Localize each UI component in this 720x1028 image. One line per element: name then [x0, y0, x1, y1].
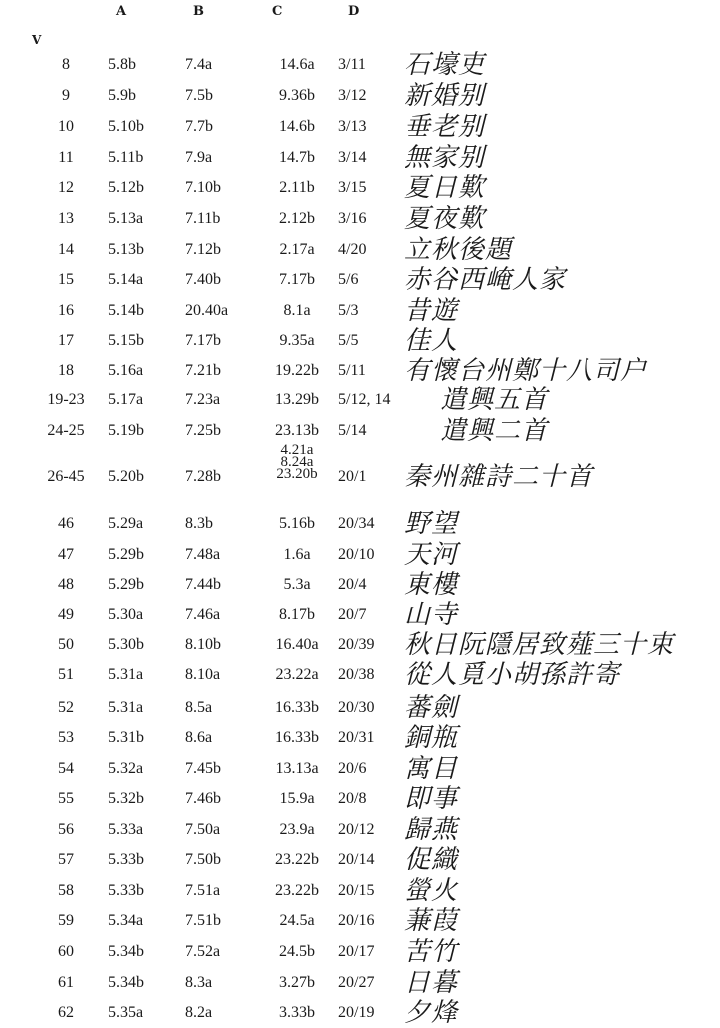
verse-number: 16	[58, 302, 74, 319]
ref-b: 7.9a	[185, 149, 213, 166]
ref-b: 7.11b	[185, 210, 221, 227]
ref-d: 20/17	[338, 943, 375, 960]
verse-number: 15	[58, 271, 74, 288]
ref-c	[256, 515, 338, 533]
ref-b: 8.2a	[185, 1004, 213, 1021]
column-header-d: D	[348, 4, 360, 19]
ref-d: 3/13	[338, 118, 367, 135]
poem-title: 夕烽	[404, 998, 459, 1028]
verse-number: 14	[58, 241, 74, 258]
ref-b: 7.44b	[185, 576, 221, 593]
verse-number: 62	[58, 1004, 74, 1021]
ref-b: 7.28b	[185, 468, 221, 485]
ref-a: 5.13b	[108, 241, 144, 258]
ref-d: 5/12, 14	[338, 391, 391, 408]
ref-d: 20/34	[338, 515, 375, 532]
verse-number: 46	[58, 515, 74, 532]
ref-a: 5.20b	[108, 468, 144, 485]
verse-number: 12	[58, 179, 74, 196]
poem-title: 從人覓小胡孫許寄	[404, 660, 621, 690]
ref-a: 5.17a	[108, 391, 144, 408]
ref-c	[256, 636, 338, 654]
ref-c-item: 13.13a	[275, 760, 319, 777]
ref-d: 4/20	[338, 241, 367, 258]
ref-c	[256, 391, 338, 409]
ref-a: 5.19b	[108, 422, 144, 439]
ref-d: 3/12	[338, 87, 367, 104]
ref-d: 20/30	[338, 699, 375, 716]
poem-title: 石壕吏	[404, 50, 486, 80]
poem-title: 有懷台州鄭十八司户	[404, 356, 648, 386]
verse-number: 48	[58, 576, 74, 593]
verse-number: 57	[58, 851, 74, 868]
ref-c-item: 24.5a	[279, 912, 315, 929]
ref-a: 5.29a	[108, 515, 144, 532]
poem-title: 苦竹	[404, 937, 459, 967]
ref-b: 7.51a	[185, 882, 221, 899]
ref-b: 7.23a	[185, 391, 221, 408]
ref-d: 20/4	[338, 576, 367, 593]
ref-c-item: 15.9a	[279, 790, 315, 807]
poem-title: 寓目	[404, 754, 459, 784]
ref-b: 8.10b	[185, 636, 221, 653]
ref-c-item: 14.7b	[279, 149, 315, 166]
poem-title: 昔遊	[404, 296, 459, 326]
ref-d: 20/39	[338, 636, 375, 653]
ref-b: 7.48a	[185, 546, 221, 563]
column-header-a: A	[116, 4, 127, 19]
ref-d: 5/5	[338, 332, 359, 349]
ref-b: 7.45b	[185, 760, 221, 777]
ref-b: 8.3b	[185, 515, 213, 532]
ref-d: 20/6	[338, 760, 367, 777]
ref-c	[256, 118, 338, 136]
ref-a: 5.34b	[108, 974, 144, 991]
ref-c-item: 23.22a	[275, 666, 319, 683]
ref-c	[256, 271, 338, 289]
ref-a: 5.12b	[108, 179, 144, 196]
verse-number: 61	[58, 974, 74, 991]
ref-a: 5.14a	[108, 271, 144, 288]
ref-c	[256, 302, 338, 320]
ref-a: 5.16a	[108, 362, 144, 379]
ref-c	[256, 87, 338, 105]
ref-a: 5.34a	[108, 912, 144, 929]
ref-c	[256, 444, 338, 480]
ref-c	[256, 1004, 338, 1022]
ref-c-item: 9.36b	[279, 87, 315, 104]
ref-a: 5.15b	[108, 332, 144, 349]
ref-d: 20/8	[338, 790, 367, 807]
ref-c-item: 7.17b	[279, 271, 315, 288]
ref-d: 3/11	[338, 56, 366, 73]
ref-c-item: 23.22b	[275, 882, 319, 899]
ref-a: 5.31a	[108, 666, 144, 683]
ref-a: 5.31b	[108, 729, 144, 746]
ref-c-item: 2.11b	[279, 179, 315, 196]
ref-a: 5.8b	[108, 56, 136, 73]
ref-b: 7.50a	[185, 821, 221, 838]
poem-title: 遣興五首	[440, 385, 549, 415]
verse-number: 17	[58, 332, 74, 349]
ref-c-item: 24.5b	[279, 943, 315, 960]
ref-b: 20.40a	[185, 302, 229, 319]
ref-d: 5/11	[338, 362, 366, 379]
ref-c	[256, 790, 338, 808]
ref-a: 5.31a	[108, 699, 144, 716]
ref-c	[256, 362, 338, 380]
ref-c-item: 13.29b	[275, 391, 319, 408]
verse-number: 52	[58, 699, 74, 716]
ref-c-item: 2.17a	[279, 241, 315, 258]
ref-c-item: 23.9a	[279, 821, 315, 838]
ref-c-item: 14.6b	[279, 118, 315, 135]
ref-b: 7.46a	[185, 606, 221, 623]
ref-b: 7.51b	[185, 912, 221, 929]
ref-c-item: 2.12b	[279, 210, 315, 227]
ref-b: 7.5b	[185, 87, 213, 104]
ref-c	[256, 179, 338, 197]
ref-d: 3/15	[338, 179, 367, 196]
ref-c-item: 19.22b	[275, 362, 319, 379]
ref-b: 8.3a	[185, 974, 213, 991]
ref-c-item: 5.16b	[279, 515, 315, 532]
verse-number: 54	[58, 760, 74, 777]
poem-title: 歸燕	[404, 815, 459, 845]
ref-c	[256, 760, 338, 778]
ref-c	[256, 882, 338, 900]
ref-a: 5.29b	[108, 576, 144, 593]
verse-number: 13	[58, 210, 74, 227]
verse-number: 55	[58, 790, 74, 807]
poem-title: 赤谷西崦人家	[404, 265, 567, 295]
poem-title: 垂老别	[404, 112, 486, 142]
ref-d: 3/16	[338, 210, 367, 227]
ref-a: 5.9b	[108, 87, 136, 104]
verse-number: 58	[58, 882, 74, 899]
ref-d: 20/19	[338, 1004, 375, 1021]
ref-c-item: 16.33b	[275, 699, 319, 716]
ref-b: 7.25b	[185, 422, 221, 439]
verse-number: 60	[58, 943, 74, 960]
ref-c	[256, 912, 338, 930]
ref-a: 5.30a	[108, 606, 144, 623]
verse-number: 56	[58, 821, 74, 838]
ref-c	[256, 241, 338, 259]
ref-d: 20/12	[338, 821, 375, 838]
poem-title: 立秋後題	[404, 235, 513, 265]
poem-title: 山寺	[404, 600, 459, 630]
ref-c	[256, 422, 338, 440]
ref-a: 5.11b	[108, 149, 144, 166]
ref-c	[256, 943, 338, 961]
ref-d: 20/16	[338, 912, 375, 929]
ref-d: 20/1	[338, 468, 367, 485]
ref-a: 5.34b	[108, 943, 144, 960]
column-header-c: C	[272, 4, 283, 19]
verse-number: 9	[62, 87, 70, 104]
verse-number: 24-25	[47, 422, 85, 439]
verse-number: 11	[58, 149, 74, 166]
ref-d: 3/14	[338, 149, 367, 166]
ref-b: 7.4a	[185, 56, 213, 73]
ref-c-item: 16.33b	[275, 729, 319, 746]
ref-b: 7.21b	[185, 362, 221, 379]
poem-title: 東樓	[404, 570, 459, 600]
verse-number: 51	[58, 666, 74, 683]
ref-d: 20/38	[338, 666, 375, 683]
ref-c	[256, 851, 338, 869]
ref-c-item: 1.6a	[283, 546, 311, 563]
ref-c-item: 4.21a	[280, 442, 314, 458]
verse-number: 59	[58, 912, 74, 929]
verse-number: 47	[58, 546, 74, 563]
ref-c-item: 16.40a	[275, 636, 319, 653]
ref-c-item: 8.1a	[283, 302, 311, 319]
ref-a: 5.10b	[108, 118, 144, 135]
poem-title: 秦州雜詩二十首	[404, 462, 594, 492]
poem-title: 夏夜歎	[404, 204, 486, 234]
ref-c-item: 3.27b	[279, 974, 315, 991]
poem-title: 佳人	[404, 326, 459, 356]
poem-title: 即事	[404, 784, 459, 814]
ref-c	[256, 332, 338, 350]
ref-c-item: 23.20b	[276, 466, 318, 482]
ref-d: 20/7	[338, 606, 367, 623]
ref-b: 7.12b	[185, 241, 221, 258]
ref-a: 5.29b	[108, 546, 144, 563]
poem-title: 遣興二首	[440, 416, 549, 446]
poem-title: 無家别	[404, 143, 486, 173]
ref-b: 7.17b	[185, 332, 221, 349]
verse-number: 18	[58, 362, 74, 379]
ref-c	[256, 729, 338, 747]
ref-c	[256, 210, 338, 228]
ref-c-item: 5.3a	[283, 576, 311, 593]
poem-title: 秋日阮隱居致薤三十束	[404, 630, 675, 660]
ref-a: 5.32b	[108, 790, 144, 807]
ref-c	[256, 149, 338, 167]
ref-d: 20/31	[338, 729, 375, 746]
ref-d: 5/3	[338, 302, 359, 319]
ref-c	[256, 606, 338, 624]
ref-b: 7.52a	[185, 943, 221, 960]
column-header-v: V	[32, 33, 42, 47]
ref-c-item: 23.22b	[275, 851, 319, 868]
ref-a: 5.33b	[108, 851, 144, 868]
verse-number: 19-23	[47, 391, 85, 408]
ref-d: 20/14	[338, 851, 375, 868]
ref-b: 7.50b	[185, 851, 221, 868]
poem-title: 螢火	[404, 876, 459, 906]
ref-c-item: 9.35a	[279, 332, 315, 349]
poem-title: 野望	[404, 509, 459, 539]
ref-b: 7.7b	[185, 118, 213, 135]
ref-c	[256, 974, 338, 992]
ref-a: 5.32a	[108, 760, 144, 777]
verse-number: 49	[58, 606, 74, 623]
ref-c-item: 3.33b	[279, 1004, 315, 1021]
poem-title: 夏日歎	[404, 173, 486, 203]
ref-b: 7.46b	[185, 790, 221, 807]
ref-c	[256, 576, 338, 594]
poem-title: 日暮	[404, 968, 459, 998]
ref-c	[256, 821, 338, 839]
ref-d: 20/15	[338, 882, 375, 899]
poem-title: 蕃劍	[404, 693, 459, 723]
ref-c	[256, 666, 338, 684]
ref-c-item: 8.17b	[279, 606, 315, 623]
ref-d: 5/6	[338, 271, 359, 288]
ref-d: 5/14	[338, 422, 367, 439]
verse-number: 8	[62, 56, 70, 73]
ref-b: 8.10a	[185, 666, 221, 683]
poem-title: 銅瓶	[404, 723, 459, 753]
ref-b: 7.40b	[185, 271, 221, 288]
ref-c	[256, 56, 338, 74]
ref-d: 20/10	[338, 546, 375, 563]
ref-c-item: 14.6a	[279, 56, 315, 73]
poem-title: 天河	[404, 540, 459, 570]
poem-title: 促織	[404, 845, 459, 875]
ref-c	[256, 546, 338, 564]
ref-b: 7.10b	[185, 179, 221, 196]
poem-title: 蒹葭	[404, 906, 459, 936]
column-header-b: B	[193, 4, 204, 19]
ref-a: 5.30b	[108, 636, 144, 653]
verse-number: 26-45	[47, 468, 85, 485]
verse-number: 50	[58, 636, 74, 653]
verse-number: 53	[58, 729, 74, 746]
ref-c	[256, 699, 338, 717]
ref-b: 8.5a	[185, 699, 213, 716]
ref-a: 5.14b	[108, 302, 144, 319]
ref-a: 5.33b	[108, 882, 144, 899]
ref-a: 5.33a	[108, 821, 144, 838]
ref-b: 8.6a	[185, 729, 213, 746]
ref-a: 5.13a	[108, 210, 144, 227]
ref-c-item: 23.13b	[275, 422, 319, 439]
ref-d: 20/27	[338, 974, 375, 991]
verse-number: 10	[58, 118, 74, 135]
ref-a: 5.35a	[108, 1004, 144, 1021]
poem-title: 新婚别	[404, 81, 486, 111]
ref-c-item: 8.24a	[280, 454, 314, 470]
